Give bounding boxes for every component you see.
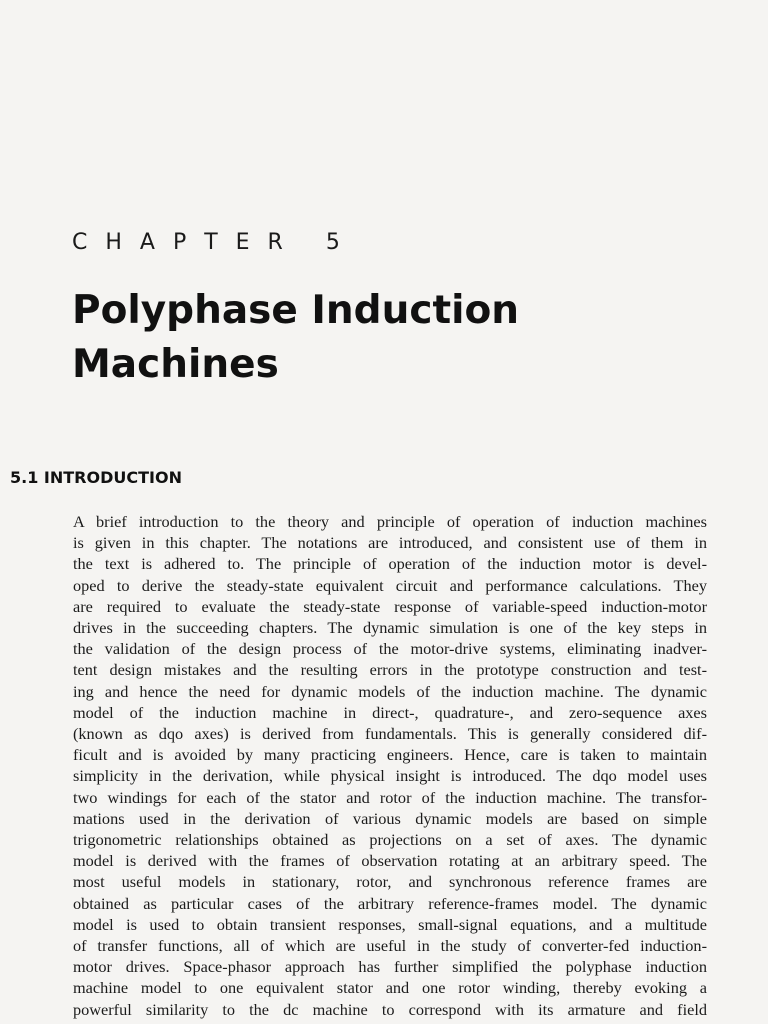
- paragraph-line: A brief introduction to the theory and principle of operation of induction machines: [73, 512, 707, 531]
- paragraph-line: simplicity in the derivation, while physical insight is introduced. The dqo model uses: [73, 766, 707, 786]
- paragraph-line: powerful similarity to the dc machine to correspond with its armature and field: [73, 999, 707, 1019]
- section-heading: 5.1 INTRODUCTION: [10, 468, 182, 487]
- chapter-title-line-2: Machines: [72, 342, 279, 387]
- body-paragraph: [73, 511, 707, 1020]
- paragraph-line: of transfer functions, all of which are useful in the study of converter-fed induction-: [73, 936, 707, 956]
- chapter-title-line-1: Polyphase Induction: [72, 288, 520, 333]
- paragraph-line: oped to derive the steady-state equivalent circuit and performance calculations. They: [73, 575, 707, 595]
- chapter-title: [72, 284, 519, 392]
- paragraph-line: ing and hence the need for dynamic models of the induction machine. The dynamic: [73, 681, 707, 701]
- chapter-label: CHAPTER 5: [72, 230, 358, 255]
- paragraph-line: most useful models in stationary, rotor, and synchronous reference frames are: [73, 872, 707, 892]
- paragraph-line: is given in this chapter. The notations are introduced, and consistent use of them in: [73, 533, 707, 553]
- paragraph-line: model is derived with the frames of observation rotating at an arbitrary speed. The: [73, 851, 707, 871]
- paragraph-line: (known as dqo axes) is derived from fundamentals. This is generally considered dif-: [73, 724, 707, 744]
- paragraph-line: the text is adhered to. The principle of operation of the induction motor is devel-: [73, 554, 707, 574]
- paragraph-line: the validation of the design process of the motor-drive systems, eliminating inadver-: [73, 639, 707, 659]
- paragraph-line: tent design mistakes and the resulting errors in the prototype construction and test-: [73, 660, 707, 680]
- paragraph-line: machine model to one equivalent stator and one rotor winding, thereby evoking a: [73, 978, 707, 998]
- paragraph-line: model of the induction machine in direct-, quadrature-, and zero-sequence axes: [73, 702, 707, 722]
- paragraph-line: obtained as particular cases of the arbitrary reference-frames model. The dynamic: [73, 893, 707, 913]
- paragraph-line: mations used in the derivation of various dynamic models are based on simple: [73, 808, 707, 828]
- paragraph-line: trigonometric relationships obtained as projections on a set of axes. The dynamic: [73, 830, 707, 850]
- paragraph-line: motor drives. Space-phasor approach has further simplified the polyphase induction: [73, 957, 707, 977]
- paragraph-line: drives in the succeeding chapters. The dynamic simulation is one of the key steps in: [73, 618, 707, 638]
- paragraph-line: model is used to obtain transient responses, small-signal equations, and a multitude: [73, 914, 707, 934]
- paragraph-line: are required to evaluate the steady-state response of variable-speed induction-motor: [73, 596, 707, 616]
- paragraph-line: ficult and is avoided by many practicing engineers. Hence, care is taken to maintain: [73, 745, 707, 765]
- paragraph-line: two windings for each of the stator and rotor of the induction machine. The transfor-: [73, 787, 707, 807]
